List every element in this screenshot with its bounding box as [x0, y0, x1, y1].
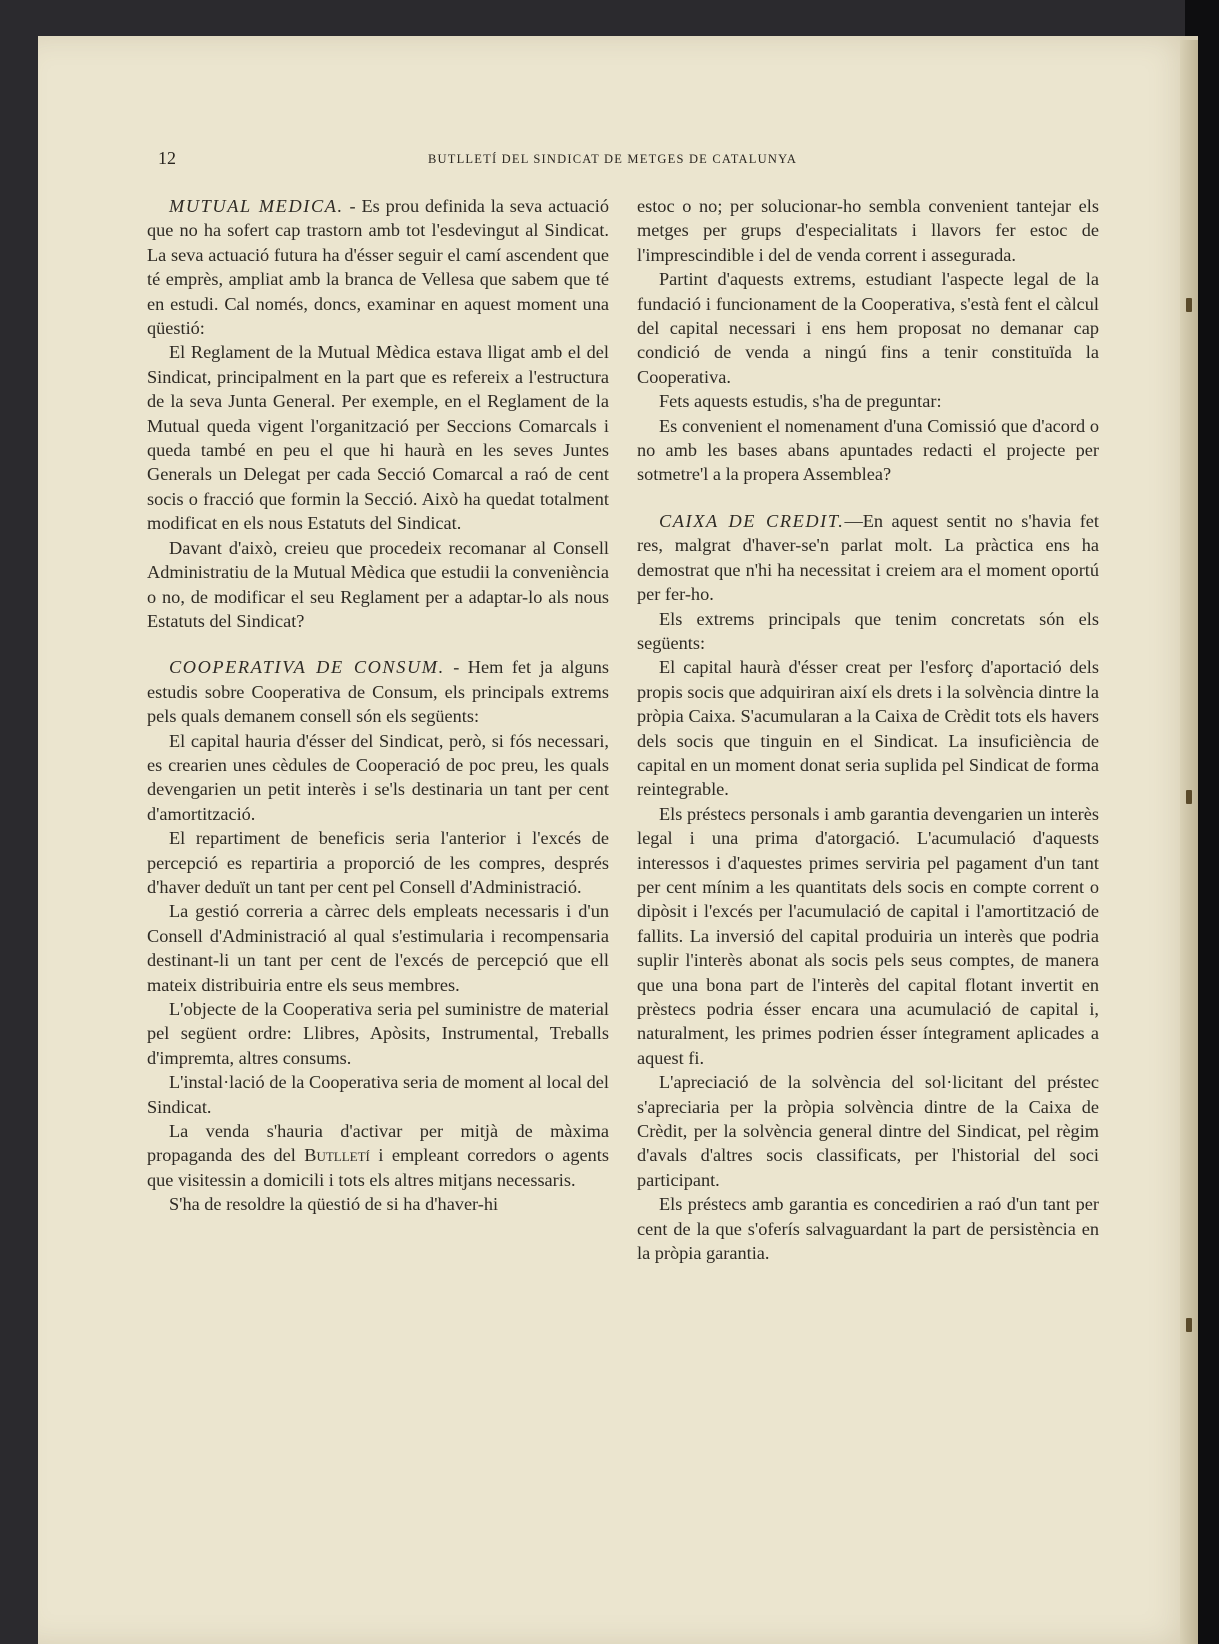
paragraph: Davant d'això, creieu que procedeix recomanar al Consell Administratiu de la Mutual Mèdica que estudii la conveniència o no, de modificar el seu Reglament per a adaptar-lo als nous Estatuts del Sindicat?: [147, 537, 609, 631]
page-header: [38, 148, 1198, 168]
caixa-credit-paragraph: [637, 509, 1099, 607]
paragraph: estoc o no; per solucionar-ho sembla convenient tantejar els metges per grups d'especialitats i llavors fer estoc de l'imprescindible i del de venda corrent i assegurada.: [637, 196, 1099, 265]
paragraph-text: - Hem fet ja alguns estudis sobre Cooperativa de Consum, els principals extrems pels quals demanem consell són els següents:: [147, 657, 609, 727]
binding-mark: [1186, 790, 1192, 804]
paragraph: L'objecte de la Cooperativa seria pel suministre de material pel següent ordre: Llibres, Apòsits, Instrumental, Treballs d'impremta, altres consums.: [147, 999, 609, 1068]
paragraph: La gestió correria a càrrec dels empleats necessaris i d'un Consell d'Administració al qual s'estimularia i recompensaria destinant-li un tant per cent de l'excés de percepció que ell mateix distribuiria entre els seus membres.: [147, 901, 609, 995]
paragraph: L'instal·lació de la Cooperativa seria de moment al local del Sindicat.: [147, 1072, 609, 1117]
paragraph-text: - Es prou definida la seva actuació que no ha sofert cap trastorn amb tot l'esdevingut al Sindicat. La seva actuació futura ha d'ésser seguir el camí ascendent que té emprès, ampliat amb la branca de Vellesa que sabem que té en estudi. Cal només, doncs, examinar en aquest moment una qüestió:: [147, 196, 610, 339]
running-title: BUTLLETÍ DEL SINDICAT DE METGES DE CATALUNYA: [428, 152, 798, 166]
page-number: 12: [158, 148, 176, 168]
paragraph: L'apreciació de la solvència del sol·licitant del préstec s'apreciaria per la pròpia solvència dintre de la Caixa de Crèdit, per la solvència general dintre del Sindicat, pel règim d'avals d'altres socis classificats, per l'historial del soci participant.: [637, 1072, 1099, 1190]
paragraph-text: i empleant corredors o agents que visitessin a domicili i tots els altres mitjans necessaris.: [147, 1145, 609, 1190]
paragraph: Els préstecs personals i amb garantia devengarien un interès legal i una prima d'atorgació. L'acumulació d'aquests interessos i d'aquestes primes serviria pel pagament d'un tant per cent mínim a les quantitats dels socis en compte corrent o dipòsit i l'excés per l'acumulació de capital i l'amortització de fallits. La inversió del capital produiria un interès que podria suplir l'interès abonat als socis pels seus comptes, de manera que una bona part de l'interès del capital flotant invertit en prèstecs podria ésser encara una acumulació de capital i, naturalment, les primes podrien ésser íntegrament aplicades a aquest fi.: [637, 803, 1099, 1068]
page-edge-shadow: [1180, 40, 1198, 1644]
paragraph: El repartiment de beneficis seria l'anterior i l'excés de percepció es repartiria a proporció de les compres, després d'haver deduït un tant per cent pel Consell d'Administració.: [147, 828, 609, 897]
paragraph-text: La venda s'hauria d'activar per mitjà de màxima propaganda des del: [147, 1121, 609, 1166]
mutual-medica-paragraph: [147, 194, 609, 340]
paragraph: S'ha de resoldre la qüestió de si ha d'haver-hi: [169, 1194, 499, 1215]
paragraph: [147, 1119, 609, 1192]
paragraph: El Reglament de la Mutual Mèdica estava lligat amb el del Sindicat, principalment en la part que es refereix a l'estructura de la seva Junta General. Per exemple, en el Reglament de la Mutual queda vigent l'organització per Seccions Comarcals i queda també en peu el que hi haurà en les seves Juntes Generals un Delegat per cada Secció Comarcal a raó de cent socis o fracció que formin la Secció. Això ha quedat totalment modificat en els nous Estatuts del Sindicat.: [147, 342, 609, 534]
paragraph: Partint d'aquests extrems, estudiant l'aspecte legal de la fundació i funcionament de la Cooperativa, s'està fent el càlcul del capital necessari i ens hem proposat no demanar cap condició de venda a ningú fins a tenir constituïda la Cooperativa.: [637, 269, 1099, 387]
paragraph: El capital hauria d'ésser del Sindicat, però, si fós necessari, es crearien unes cèdules de Cooperació de poc preu, les quals devengarien un petit interès i se'ls destinaria un tant per cent d'amortització.: [147, 730, 609, 824]
butlleti-smallcaps: Butlletí: [304, 1145, 370, 1166]
paragraph: El capital haurà d'ésser creat per l'esforç d'aportació dels propis socis que adquiriran així els drets i la solvència dintre la pròpia Caixa. S'acumularan a la Caixa de Crèdit tots els havers dels socis que tinguin en el Sindicat. La insuficiència de capital en un moment donat seria suplida pel Sindicat de forma reintegrable.: [637, 657, 1099, 800]
binding-mark: [1186, 298, 1192, 312]
section-heading-caixa-credit: CAIXA DE CREDIT.: [659, 510, 845, 531]
paragraph: Els extrems principals que tenim concretats són els següents:: [637, 608, 1099, 653]
paragraph: Els préstecs amb garantia es concedirien a raó d'un tant per cent de la que s'oferís salvaguardant la part de persistència en la pròpia garantia.: [637, 1194, 1099, 1264]
left-column: [147, 194, 609, 1217]
right-column: [637, 194, 1099, 1265]
paragraph-text: —En aquest sentit no s'havia fet res, malgrat d'haver-se'n parlat molt. La pràctica ens ha demostrat que n'hi ha necessitat i creiem ara el moment oportú per fer-ho.: [637, 510, 1099, 605]
document-page: [38, 36, 1198, 1644]
section-heading-mutual-medica: MUTUAL MEDICA.: [169, 196, 344, 216]
section-heading-cooperativa: COOPERATIVA DE CONSUM.: [169, 657, 445, 678]
binding-mark: [1186, 1318, 1192, 1332]
paragraph: Fets aquests estudis, s'ha de preguntar:: [659, 391, 942, 412]
paragraph: Es convenient el nomenament d'una Comissió que d'acord o no amb les bases abans apuntades redacti el projecte per sotmetre'l a la propera Assemblea?: [637, 415, 1099, 485]
cooperativa-paragraph: [147, 655, 609, 728]
